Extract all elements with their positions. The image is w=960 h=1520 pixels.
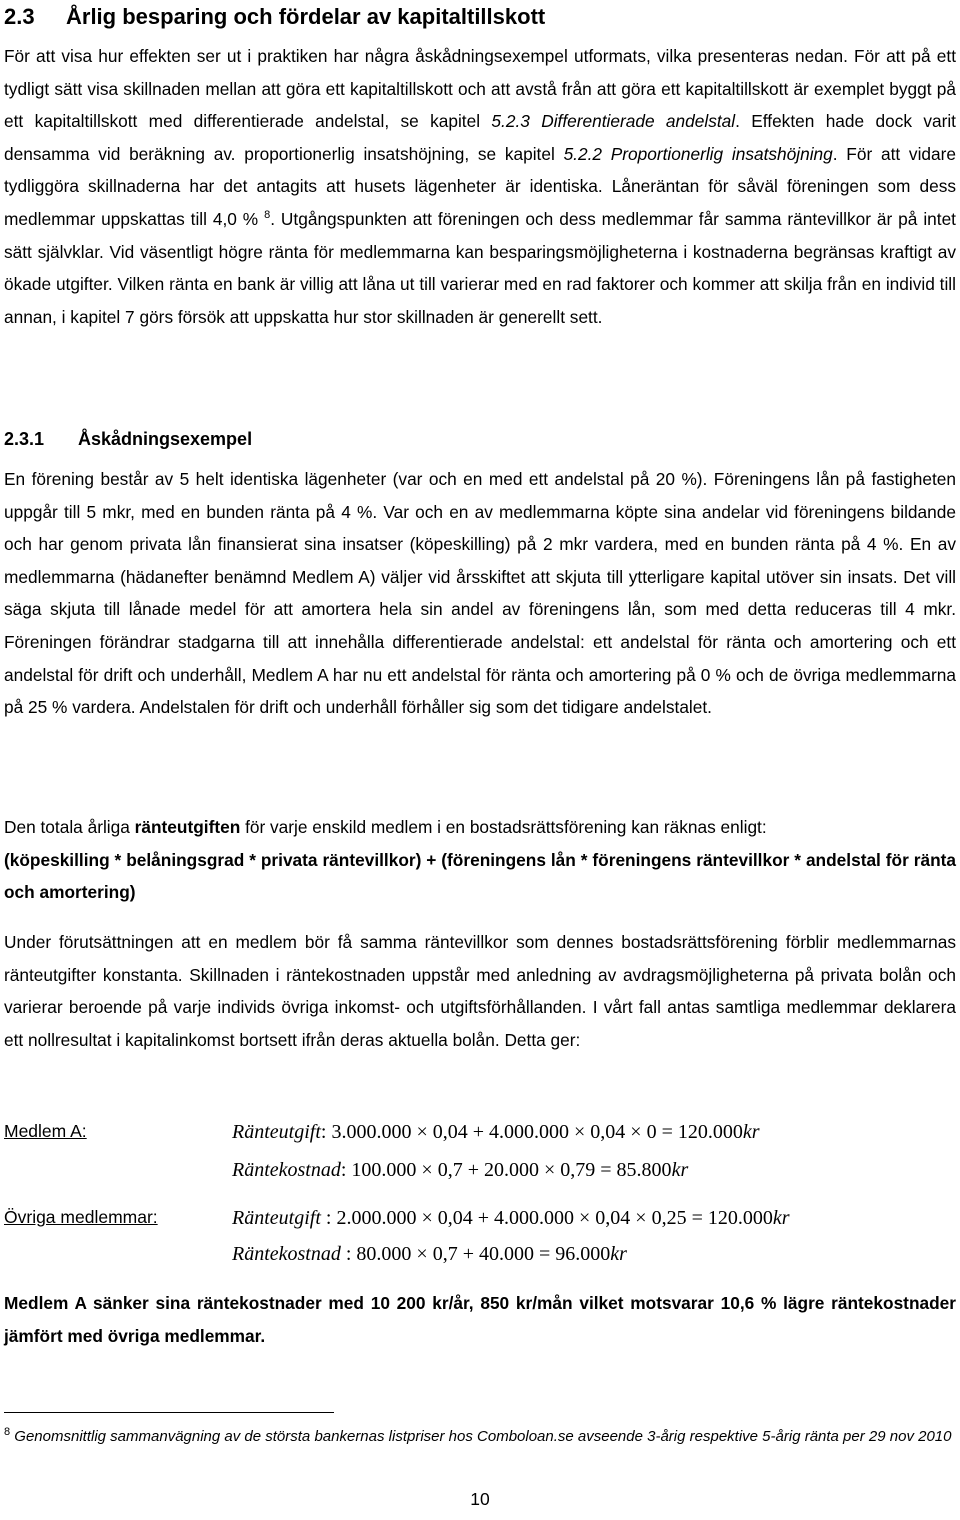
section-heading <box>4 2 545 32</box>
example-paragraph: En förening består av 5 helt identiska lägenheter (var och en med ett andelstal på 20 %). Föreningens lån på fastigheten uppgår till 5 mkr, med en bunden ränta på 4 %. Var och en av medlemmarna köpte sina andelar vid föreningens bildande och har genom privata lån finansierat sina insatser (köpeskilling) på 2 mkr vardera, med en bunden ränta på 4 %. En av medlemmarna (hädanefter benämnd Medlem A) väljer vid årsskiftet att skjuta till ytterligare kapital utöver sin insats. Det vill säga skjuta till lånade medel för att amortera hela sin andel av föreningens lån, som med detta reduceras till 4 mkr. Föreningen förändrar stadgarna till att innehålla differentierade andelstal: ett andelstal för ränta och amortering och ett andelstal för drift och underhåll, Medlem A har nu ett andelstal för ränta och amortering på 0 % och de övriga medlemmarna på 25 % vardera. Andelstalen för drift och underhåll förhåller sig som det tidigare andelstalet. <box>4 469 956 718</box>
other-members-interest-formula <box>232 1204 790 1232</box>
intro-text-1: För att visa hur effekten ser ut i praktiken har några åskådningsexempel utformats, vilka presenteras nedan. För att på ett tydligt sätt visa skillnaden mellan att göra ett kapitaltillskott och att avstå från att göra ett kapitaltillskott är exemplet byggt på ett kapitaltillskott med differentierade andelstal, se kapitel <box>4 46 956 132</box>
cost-text-2: för varje enskild medlem i en bostadsrättsförening kan räknas enligt: <box>240 817 767 837</box>
formula-expression: : 80.000 × 0,7 + 40.000 = 96.000 <box>340 1243 611 1265</box>
formula-expression: : 3.000.000 × 0,04 + 4.000.000 × 0,04 × 0 = 120.000 <box>320 1121 743 1143</box>
section-title: Årlig besparing och fördelar av kapitaltillskott <box>66 4 546 29</box>
cross-reference-link[interactable]: 5.2.2 Proportionerlig insatshöjning <box>563 143 833 164</box>
footnote-text: Genomsnittlig sammanvägning av de största bankernas listpriser hos Comboloan.se avseende 3-årig respektive 5-årig ränta per 29 nov 2010 <box>14 1428 952 1445</box>
cost-paragraph <box>4 811 956 909</box>
cost-formula: (köpeskilling * belåningsgrad * privata räntevillkor) + (föreningens lån * föreningens räntevillkor * andelstal för ränta och amortering) <box>4 849 956 903</box>
formula-term: Räntekostnad <box>232 1243 341 1265</box>
formula-unit: kr <box>610 1243 627 1265</box>
other-members-label: Övriga medlemmar: <box>4 1207 158 1227</box>
intro-text-2: . Effekten hade dock varit densamma vid beräkning av. proportionerlig insatshöjning, se kapitel <box>4 111 956 164</box>
formula-term: Ränteutgift <box>232 1207 321 1229</box>
formula-expression: : 100.000 × 0,7 + 20.000 × 0,79 = 85.800 <box>340 1159 672 1181</box>
formula-unit: kr <box>742 1121 760 1143</box>
subsection-heading <box>4 424 252 454</box>
formula-unit: kr <box>772 1207 790 1229</box>
formula-unit: kr <box>671 1159 689 1181</box>
footnote-number: 8 <box>4 1426 11 1438</box>
cross-reference-link[interactable]: 5.2.3 Differentierade andelstal <box>491 111 736 132</box>
cost-text: Den totala årliga <box>4 817 135 837</box>
other-members-cost-formula <box>232 1240 627 1268</box>
formula-term: Räntekostnad <box>232 1159 341 1181</box>
member-a-label: Medlem A: <box>4 1121 87 1141</box>
cost-term: ränteutgiften <box>134 817 241 837</box>
conclusion-paragraph: Medlem A sänker sina räntekostnader med 10 200 kr/år, 850 kr/mån vilket motsvarar 10,6 % lägre räntekostnader jämfört med övriga medlemmar. <box>4 1293 956 1346</box>
formula-expression: : 2.000.000 × 0,04 + 4.000.000 × 0,04 × 0,25 = 120.000 <box>320 1207 773 1229</box>
subsection-title: Åskådningsexempel <box>78 429 253 449</box>
intro-text-4: . Utgångspunkten att föreningen och dess medlemmar får samma räntevillkor är på intet sätt självklar. Vid väsentligt högre ränta för medlemmarna kan besparingsmöjligheterna i kostnaderna begränsas kraftigt av ökade utgifter. Vilken ränta en bank är villig att låna ut till varierar med en rad faktorer och kommer att skilja från en individ till annan, i kapitel 7 görs försök att uppskatta hur stor skillnaden är generellt sett. <box>4 208 956 327</box>
member-a-interest-formula <box>232 1118 760 1146</box>
footnote-reference[interactable]: 8 <box>264 208 271 221</box>
intro-paragraph <box>4 40 956 333</box>
section-number: 2.3 <box>4 4 35 29</box>
intro-text-3: . För att vidare tydliggöra skillnaderna har det antagits att husets lägenheter är identiska. Låneräntan för såväl föreningen som dess medlemmar uppskattas till 4,0 % <box>4 143 957 229</box>
subsection-number: 2.3.1 <box>4 429 45 449</box>
page-number: 10 <box>470 1489 490 1509</box>
conditions-paragraph: Under förutsättningen att en medlem bör få samma räntevillkor som dennes bostadsrättsförening förblir medlemmarnas ränteutgifter konstanta. Skillnaden i räntekostnaden uppstår med anledning av avdragsmöjligheterna på privata bolån och varierar beroende på varje individs övriga inkomst- och utgiftsförhållanden. I vårt fall antas samtliga medlemmar deklarera ett nollresultat i kapitalinkomst bortsett ifrån deras aktuella bolån. Detta ger: <box>4 932 956 1050</box>
member-a-cost-formula <box>232 1156 688 1184</box>
footnote-divider <box>4 1412 334 1413</box>
formula-term: Ränteutgift <box>232 1121 321 1143</box>
footnote <box>4 1424 956 1450</box>
